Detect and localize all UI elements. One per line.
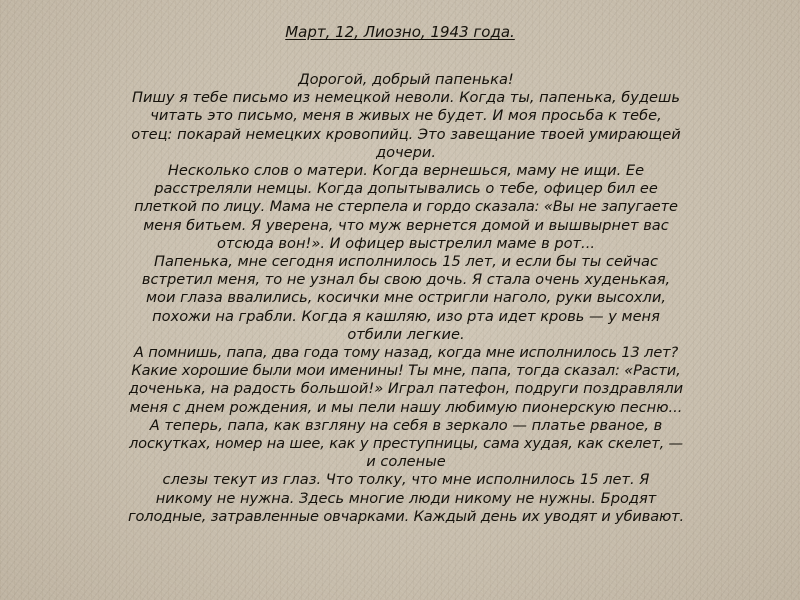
letter-line: А помнишь, папа, два года тому назад, когда мне исполнилось 13 лет? [133, 344, 679, 362]
letter-line: лоскутках, номер на шее, как у преступницы, сама худая, как скелет, — [129, 435, 683, 453]
letter-line: мои глаза ввалились, косички мне остригли наголо, руки высохли, [146, 289, 666, 307]
letter-line: похожи на грабли. Когда я кашляю, изо рта идет кровь — у меня [152, 307, 660, 325]
letter-line: отбили легкие. [347, 325, 465, 343]
letter-line: расстреляли немцы. Когда допытывались о тебе, офицер бил ее [154, 180, 658, 198]
letter-line: и соленые [366, 453, 446, 471]
letter-body [68, 71, 744, 526]
letter-greeting: Дорогой, добрый папенька! [298, 71, 514, 88]
letter-line: А теперь, папа, как взгляну на себя в зеркало — платье рваное, в [149, 416, 663, 434]
letter-line: дочери. [375, 143, 436, 161]
letter-line: читать это письмо, меня в живых не будет. И моя просьба к тебе, [150, 107, 662, 125]
letter-line: встретил меня, то не узнал бы свою дочь. Я стала очень худенькая, [141, 271, 671, 289]
letter-line: отец: покарай немецких кровопийц. Это завещание твоей умирающей [131, 125, 681, 143]
letter-line: плеткой по лицу. Мама не стерпела и гордо сказала: «Вы не запугаете [134, 198, 678, 216]
letter-date-text: Март, 12, Лиозно, 1943 года. [285, 23, 515, 41]
letter-line: никому не нужна. Здесь многие люди никому не нужны. Бродят [155, 489, 657, 507]
letter-line: Папенька, мне сегодня исполнилось 15 лет, и если бы ты сейчас [153, 253, 659, 271]
letter-date-line [0, 22, 800, 42]
letter-line: Какие хорошие были мои именины! Ты мне, папа, тогда сказал: «Расти, [131, 362, 681, 380]
letter-line: меня битьем. Я уверена, что муж вернется домой и вышвырнет вас [143, 216, 669, 234]
letter-line: Пишу я тебе письмо из немецкой неволи. Когда ты, папенька, будешь [132, 89, 680, 107]
letter-line: слезы текут из глаз. Что толку, что мне исполнилось 15 лет. Я [162, 471, 650, 489]
letter-line: доченька, на радость большой!» Играл патефон, подруги поздравляли [128, 380, 684, 398]
letter-line: Несколько слов о матери. Когда вернешься, маму не ищи. Ее [167, 162, 645, 180]
letter-line: меня с днем рождения, и мы пели нашу любимую пионерскую песню... [129, 398, 683, 416]
letter-line: голодные, затравленные овчарками. Каждый день их уводят и убивают. [128, 507, 684, 525]
letter-line: отсюда вон!». И офицер выстрелил маме в рот... [217, 234, 595, 252]
